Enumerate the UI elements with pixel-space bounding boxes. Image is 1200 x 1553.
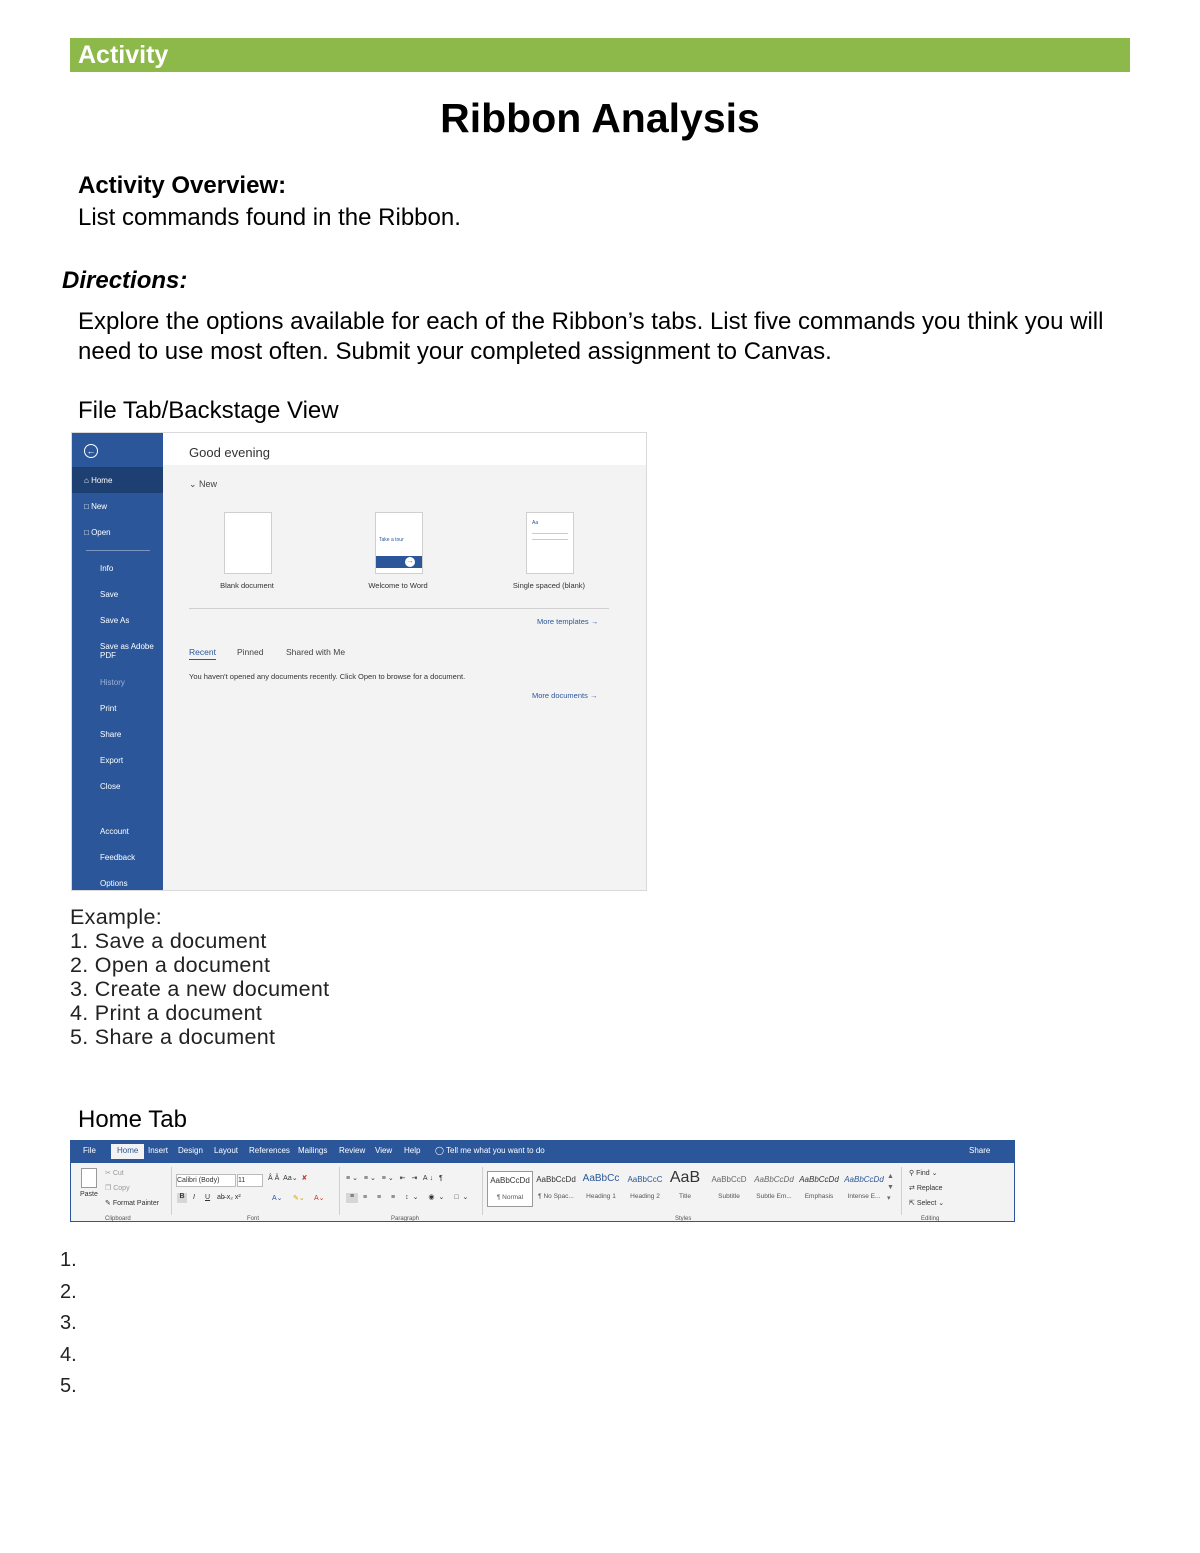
divider (189, 608, 609, 609)
group-separator (482, 1167, 483, 1215)
tab-home[interactable]: Home (111, 1144, 144, 1159)
page-title: Ribbon Analysis (440, 95, 760, 141)
example-label: Example: (70, 905, 163, 929)
directions-heading: Directions: (62, 267, 188, 294)
example-item: 3. Create a new document (70, 977, 330, 1001)
tab-mailings[interactable]: Mailings (298, 1146, 328, 1155)
arrow-right-icon: → (406, 558, 414, 565)
greeting: Good evening (189, 445, 270, 460)
copy-button[interactable]: ❐ Copy (105, 1185, 130, 1192)
welcome-thumb[interactable]: Take a tour → (375, 512, 423, 574)
highlight-icon[interactable]: ✎⌄ (293, 1195, 305, 1202)
tab-layout[interactable]: Layout (214, 1146, 239, 1155)
home-tab-heading: Home Tab (78, 1106, 187, 1133)
answer-item: 3. (60, 1312, 77, 1334)
styles-scroll-icons[interactable]: ▲ ▼ ▾ (887, 1173, 894, 1202)
backstage-screenshot (71, 432, 647, 891)
more-documents-link[interactable]: More documents → (532, 691, 598, 700)
sidebar-item-options[interactable]: Options (100, 879, 128, 888)
answer-item: 4. (60, 1343, 77, 1366)
group-separator (171, 1167, 172, 1215)
template-label-single-spaced[interactable]: Single spaced (blank) (512, 581, 586, 590)
tab-view[interactable]: View (375, 1146, 393, 1155)
overview-text: List commands found in the Ribbon. (78, 204, 461, 231)
sidebar-item-export[interactable]: Export (100, 756, 124, 765)
template-label-blank[interactable]: Blank document (220, 581, 274, 590)
overview-heading: Activity Overview: (78, 172, 287, 199)
group-separator (901, 1167, 902, 1215)
sidebar-item-account[interactable]: Account (100, 827, 129, 836)
select-button[interactable]: ⇱ Select ⌄ (909, 1200, 945, 1207)
sidebar-item-save[interactable]: Save (100, 590, 119, 599)
style-emphasis[interactable]: AaBbCcDd Emphasis (799, 1175, 839, 1200)
backstage-main (163, 433, 646, 890)
sidebar-item-history: History (100, 678, 125, 687)
file-tab-heading: File Tab/Backstage View (78, 397, 339, 424)
tab-help[interactable]: Help (404, 1146, 421, 1155)
sidebar-item-share[interactable]: Share (100, 730, 122, 739)
bold-button[interactable]: B (177, 1193, 187, 1203)
share-button[interactable]: Share (969, 1146, 991, 1155)
style-heading-2[interactable]: AaBbCcC Heading 2 (627, 1175, 663, 1200)
paragraph-group-label: Paragraph (391, 1216, 420, 1222)
blank-document-thumb[interactable] (224, 512, 272, 574)
align-left-icon[interactable]: ≡ (346, 1193, 358, 1203)
sidebar-item-new[interactable]: □ New (84, 502, 108, 511)
tab-recent[interactable]: Recent (189, 647, 216, 660)
list-buttons[interactable]: ≡⌄ ≡⌄ ≡⌄ ⇤ ⇥ A↓ ¶ (346, 1175, 445, 1182)
tell-me-box[interactable]: ◯ Tell me what you want to do (435, 1146, 545, 1155)
underline-button[interactable]: U (205, 1194, 211, 1201)
home-ribbon-screenshot (70, 1140, 1015, 1222)
style-heading-1[interactable]: AaBbCc Heading 1 (582, 1173, 620, 1200)
sidebar-divider (86, 550, 150, 551)
example-item: 2. Open a document (70, 953, 271, 977)
directions-text: Explore the options available for each of the Ribbon’s tabs. List five commands you think you will need to use most often. Submit your completed assignment to Canvas. (78, 308, 1104, 365)
font-color-icon[interactable]: A⌄ (314, 1195, 325, 1202)
answer-list (60, 1245, 77, 1403)
example-item: 1. Save a document (70, 929, 267, 953)
sidebar-item-save-pdf[interactable]: Save as Adobe PDF (100, 642, 154, 660)
tab-shared-with-me[interactable]: Shared with Me (286, 647, 346, 657)
sidebar-item-close[interactable]: Close (100, 782, 121, 791)
answer-item: 1. (60, 1249, 77, 1271)
tab-file[interactable]: File (83, 1146, 96, 1155)
no-recent-message: You haven't opened any documents recently. Click Open to browse for a document. (189, 672, 466, 681)
sidebar-item-save-as[interactable]: Save As (100, 616, 130, 625)
banner-label: Activity (78, 41, 169, 69)
new-section-label: ⌄ New (189, 479, 218, 489)
italic-button[interactable]: I (193, 1194, 195, 1201)
grow-shrink-font-icons[interactable]: Â Ǎ Aa⌄ ✘ (268, 1175, 308, 1182)
group-separator (339, 1167, 340, 1215)
editing-group-label: Editing (921, 1216, 940, 1222)
sidebar-item-open[interactable]: □ Open (84, 528, 111, 537)
tab-references[interactable]: References (249, 1146, 290, 1155)
backstage-sidebar (72, 433, 163, 890)
sidebar-item-print[interactable]: Print (100, 704, 117, 713)
tab-design[interactable]: Design (178, 1146, 203, 1155)
format-painter-button[interactable]: ✎ Format Painter (105, 1200, 160, 1207)
style-intense-emphasis[interactable]: AaBbCcDd Intense E... (844, 1175, 884, 1200)
tab-review[interactable]: Review (339, 1146, 366, 1155)
sidebar-item-home[interactable]: ⌂ Home (84, 476, 113, 485)
more-templates-link[interactable]: More templates → (537, 617, 599, 626)
paste-icon[interactable] (81, 1168, 97, 1188)
sidebar-item-feedback[interactable]: Feedback (100, 853, 136, 862)
tab-insert[interactable]: Insert (148, 1146, 169, 1155)
back-arrow-icon[interactable]: ← (84, 444, 98, 458)
template-label-welcome[interactable]: Welcome to Word (368, 581, 428, 590)
font-size-box[interactable]: 11 (237, 1174, 263, 1187)
alignment-buttons[interactable]: ≡ ≡ ≡ ↕⌄ ◉⌄ □⌄ (363, 1194, 473, 1201)
clipboard-group-label: Clipboard (105, 1216, 131, 1222)
replace-button[interactable]: ⇄ Replace (909, 1185, 943, 1192)
styles-group-label: Styles (675, 1216, 692, 1222)
welcome-banner (376, 556, 422, 568)
font-group-label: Font (247, 1216, 260, 1222)
answer-item: 2. (60, 1280, 77, 1303)
tab-pinned[interactable]: Pinned (237, 647, 264, 657)
paste-button[interactable]: Paste (80, 1191, 98, 1198)
sidebar-item-info[interactable]: Info (100, 564, 114, 573)
cut-button[interactable]: ✂ Cut (105, 1170, 124, 1177)
style-no-spacing[interactable]: AaBbCcDd ¶ No Spac... (536, 1175, 576, 1200)
text-effects-icon[interactable]: A⌄ (272, 1195, 283, 1202)
activity-banner (70, 38, 1130, 72)
strikethrough-sub-super-icons[interactable]: ab̶ x₂ x² (217, 1194, 241, 1201)
single-spaced-thumb[interactable]: Aa (526, 512, 574, 574)
example-item: 5. Share a document (70, 1025, 276, 1049)
example-item: 4. Print a document (70, 1001, 263, 1025)
style-subtitle[interactable]: AaBbCcD Subtitle (711, 1175, 747, 1200)
font-name-box[interactable]: Calibri (Body) (176, 1174, 236, 1187)
style-normal[interactable]: AaBbCcDd ¶ Normal (487, 1171, 533, 1207)
style-subtle-emphasis[interactable]: AaBbCcDd Subtle Em... (754, 1175, 794, 1200)
style-title[interactable]: AaB Title (669, 1169, 701, 1200)
find-button[interactable]: ⚲ Find ⌄ (909, 1170, 938, 1177)
example-list (70, 905, 329, 1049)
answer-item: 5. (60, 1375, 77, 1397)
